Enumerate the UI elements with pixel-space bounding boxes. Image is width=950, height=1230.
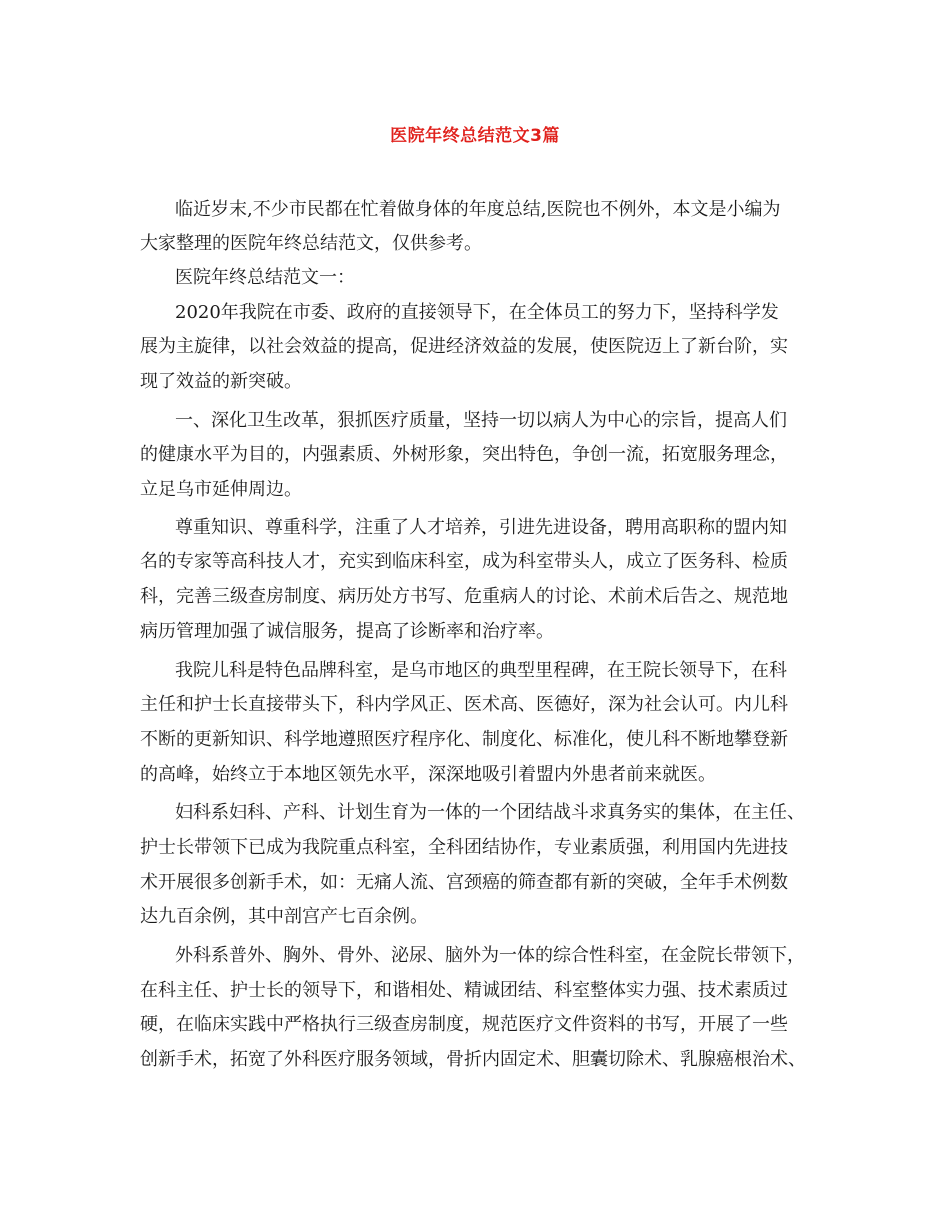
text-line: 临近岁末,不少市民都在忙着做身体的年度总结,医院也不例外，本文是小编为 — [175, 199, 781, 220]
text-line: 创新手术，拓宽了外科医疗服务领域，骨折内固定术、胆囊切除术、乳腺癌根治术、 — [140, 1049, 806, 1070]
text-line: 尊重知识、尊重科学，注重了人才培养，引进先进设备，聘用高职称的盟内知 — [175, 517, 787, 538]
text-line: 2020年我院在市委、政府的直接领导下，在全体员工的努力下，坚持科学发 — [175, 302, 779, 323]
text-line: 立足乌市延伸周边。 — [140, 479, 302, 500]
text-line: 大家整理的医院年终总结范文，仅供参考。 — [140, 233, 482, 254]
text-line: 病历管理加强了诚信服务，提高了诊断率和治疗率。 — [140, 621, 554, 642]
text-line: 术开展很多创新手术，如：无痛人流、宫颈癌的筛查都有新的突破，全年手术例数 — [140, 872, 788, 893]
text-line: 现了效益的新突破。 — [140, 371, 302, 392]
text-line: 科，完善三级查房制度、病历处方书写、危重病人的讨论、术前术后告之、规范地 — [140, 586, 788, 607]
text-line: 护士长带领下已成为我院重点科室，全科团结协作，专业素质强，利用国内先进技 — [140, 837, 788, 858]
text-line: 达九百余例，其中剖宫产七百余例。 — [140, 906, 428, 927]
text-line: 外科系普外、胸外、骨外、泌尿、脑外为一体的综合性科室，在金院长带领下， — [175, 945, 805, 966]
text-line: 不断的更新知识、科学地遵照医疗程序化、制度化、标准化，使儿科不断地攀登新 — [140, 729, 788, 750]
text-line: 主任和护士长直接带头下，科内学风正、医术高、医德好，深为社会认可。内儿科 — [140, 694, 788, 715]
text-line: 一、深化卫生改革，狠抓医疗质量，坚持一切以病人为中心的宗旨，提高人们 — [175, 410, 787, 431]
text-line: 展为主旋律，以社会效益的提高，促进经济效益的发展，使医院迈上了新台阶，实 — [140, 336, 788, 357]
text-line: 硬，在临床实践中严格执行三级查房制度，规范医疗文件资料的书写，开展了一些 — [140, 1014, 788, 1035]
text-line: 的健康水平为目的，内强素质、外树形象，突出特色，争创一流，拓宽服务理念， — [140, 444, 788, 465]
text-line: 名的专家等高科技人才，充实到临床科室，成为科室带头人，成立了医务科、检质 — [140, 551, 788, 572]
text-line: 妇科系妇科、产科、计划生育为一体的一个团结战斗求真务实的集体，在主任、 — [175, 802, 805, 823]
text-line: 在科主任、护士长的领导下，和谐相处、精诚团结、科室整体实力强、技术素质过 — [140, 980, 788, 1001]
text-line: 的高峰，始终立于本地区领先水平，深深地吸引着盟内外患者前来就医。 — [140, 764, 716, 785]
text-line: 我院儿科是特色品牌科室，是乌市地区的典型里程碑，在王院长领导下，在科 — [175, 660, 787, 681]
document-title: 医院年终总结范文3篇 — [390, 126, 560, 146]
text-line: 医院年终总结范文一： — [175, 267, 355, 288]
